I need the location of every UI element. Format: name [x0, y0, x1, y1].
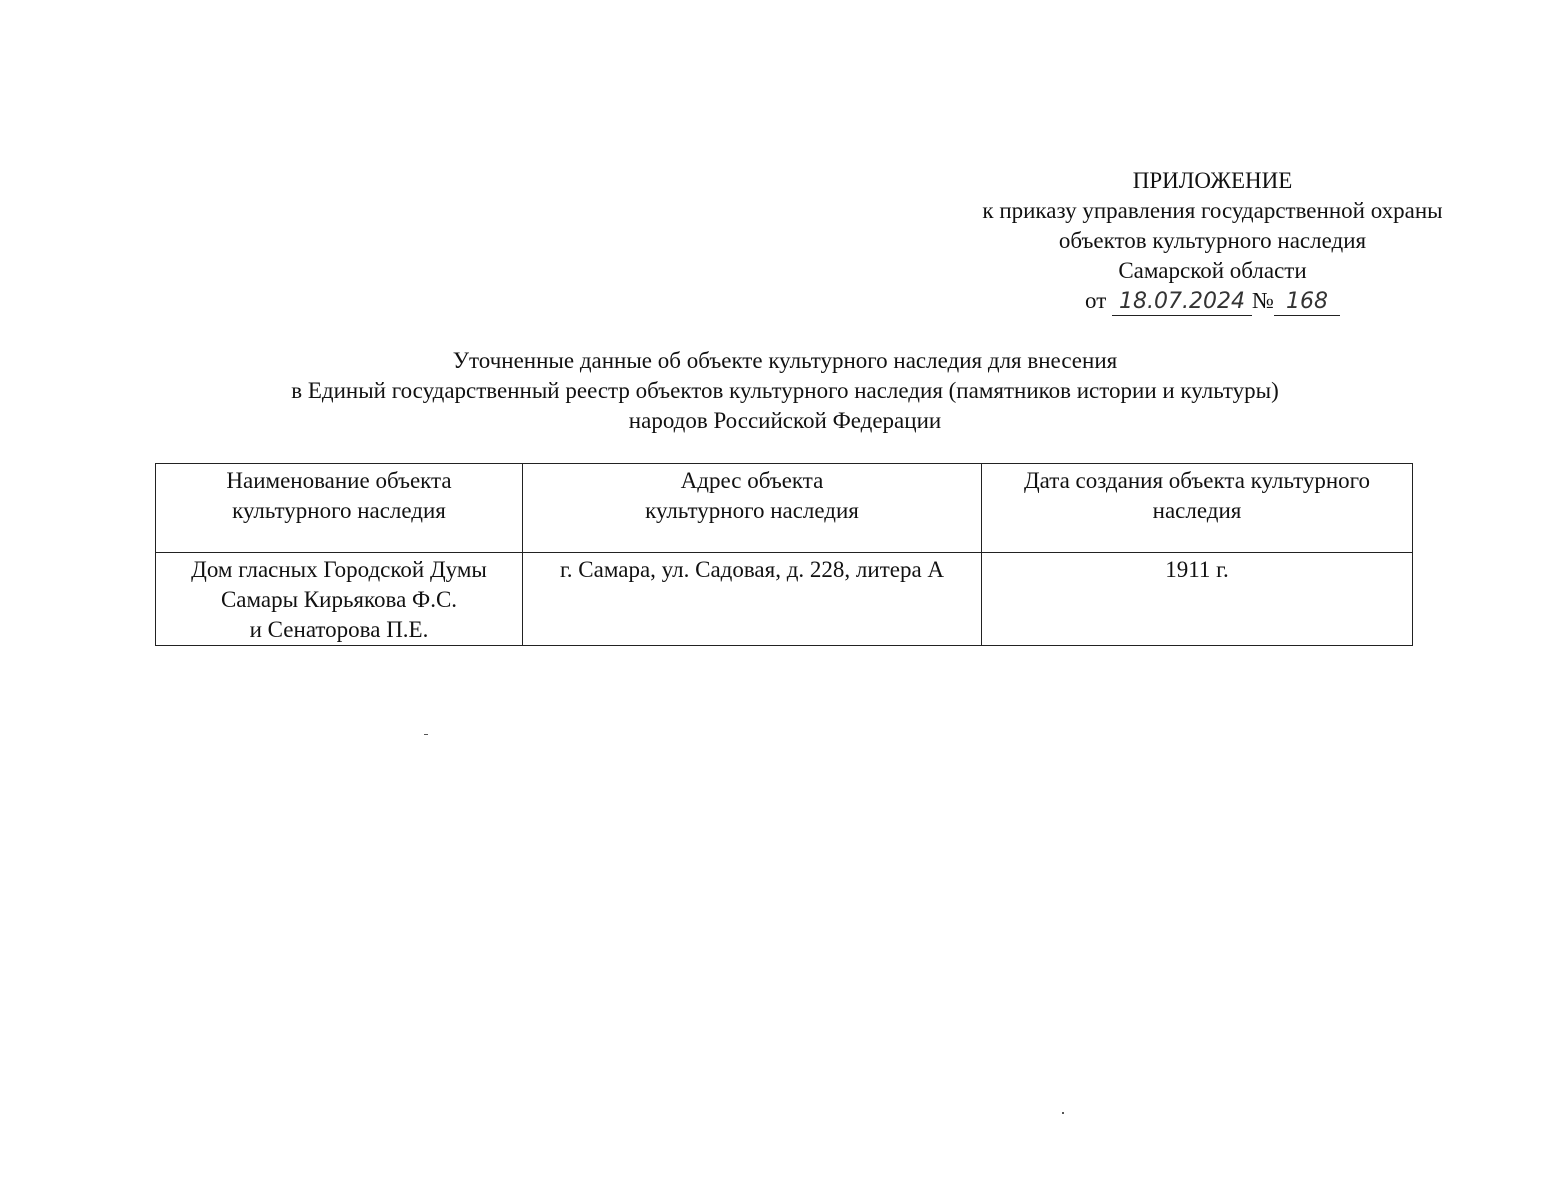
header-text: культурного наследия	[645, 498, 859, 523]
table-row	[156, 553, 1413, 646]
appendix-line-order: к приказу управления государственной охраны	[982, 198, 1443, 223]
title-line-3: народов Российской Федерации	[628, 408, 942, 433]
cell-object-name	[156, 553, 523, 646]
number-prefix: №	[1252, 288, 1274, 313]
appendix-block	[940, 166, 1485, 316]
document-title	[150, 346, 1420, 436]
appendix-line-objects: объектов культурного наследия	[1058, 228, 1367, 253]
cell-text: 1911 г.	[1165, 557, 1229, 582]
header-object-address	[523, 464, 982, 553]
cell-creation-date	[982, 553, 1413, 646]
header-object-name	[156, 464, 523, 553]
header-text: культурного наследия	[232, 498, 446, 523]
cell-text: Самары Кирьякова Ф.С.	[220, 587, 458, 612]
date-prefix: от	[1085, 288, 1107, 313]
table-header-row	[156, 464, 1413, 553]
scan-speck	[1062, 1112, 1064, 1114]
title-line-1: Уточненные данные об объекте культурного наследия для внесения	[452, 348, 1118, 373]
title-line-2: в Единый государственный реестр объектов культурного наследия (памятников истории и культуры)	[291, 378, 1279, 403]
order-date-number-line	[940, 286, 1485, 316]
scan-speck	[424, 734, 428, 735]
cell-text: и Сенаторова П.Е.	[249, 617, 429, 642]
appendix-line-region: Самарской области	[1118, 258, 1307, 283]
handwritten-date: 18.07.2024	[1112, 289, 1252, 316]
appendix-heading: ПРИЛОЖЕНИЕ	[1132, 168, 1293, 193]
cell-text: Дом гласных Городской Думы	[191, 557, 487, 582]
header-text: Адрес объекта	[680, 468, 824, 493]
header-text: Дата создания объекта культурного	[1023, 468, 1371, 493]
handwritten-number: 168	[1274, 289, 1340, 316]
cell-text: г. Самара, ул. Садовая, д. 228, литера А	[559, 557, 945, 582]
cell-object-address	[523, 553, 982, 646]
header-text: наследия	[1152, 498, 1242, 523]
heritage-object-table	[155, 463, 1413, 646]
header-creation-date	[982, 464, 1413, 553]
header-text: Наименование объекта	[226, 468, 452, 493]
